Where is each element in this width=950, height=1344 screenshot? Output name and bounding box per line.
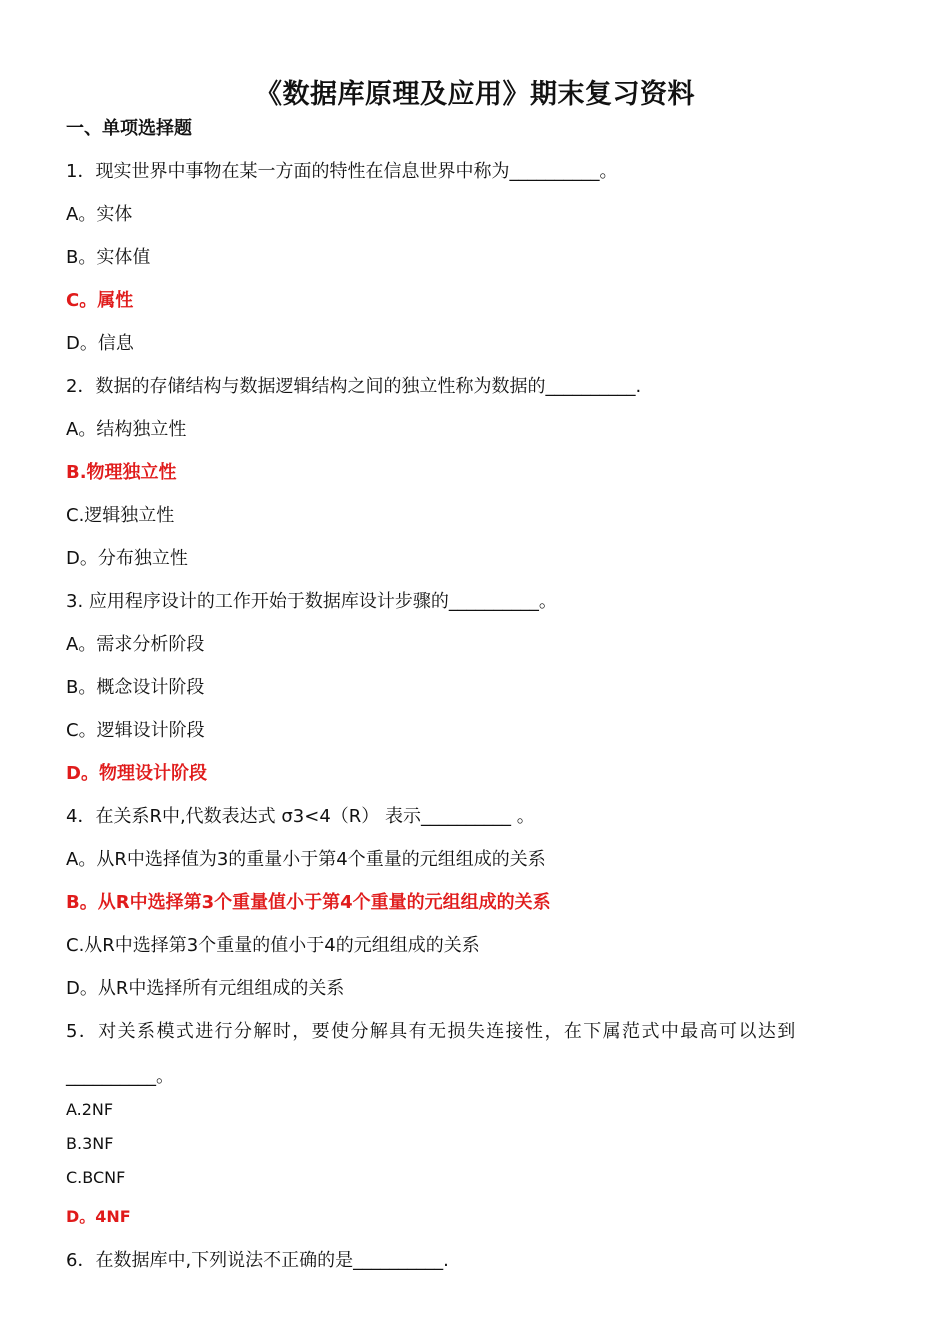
question-3-option-b: B。概念设计阶段 (66, 677, 205, 698)
question-5-option-b: B.3NF (66, 1134, 114, 1153)
question-5-option-a: A.2NF (66, 1100, 114, 1119)
question-4-option-d: D。从R中选择所有元组组成的关系 (66, 978, 345, 999)
question-4-option-b-answer: B。从R中选择第3个重量值小于第4个重量的元组组成的关系 (66, 892, 551, 913)
question-1-option-c-answer: C。属性 (66, 290, 134, 311)
question-2-stem: 2．数据的存储结构与数据逻辑结构之间的独立性称为数据的__________. (66, 376, 642, 397)
question-5-stem-line-1: 5．对关系模式进行分解时，要使分解具有无损失连接性，在下属范式中最高可以达到 (66, 1021, 797, 1042)
question-5-option-c: C.BCNF (66, 1168, 126, 1187)
question-4-stem: 4．在关系R中,代数表达式 σ3<4（R） 表示__________ 。 (66, 806, 535, 827)
document-title: 《数据库原理及应用》期末复习资料 (255, 79, 695, 110)
question-4-option-c: C.从R中选择第3个重量的值小于4的元组组成的关系 (66, 935, 480, 956)
question-5-stem-line-2: __________。 (66, 1066, 174, 1087)
question-2-option-d: D。分布独立性 (66, 548, 188, 569)
question-1-option-b: B。实体值 (66, 247, 151, 268)
question-3-option-c: C。逻辑设计阶段 (66, 720, 205, 741)
question-1-option-d: D。信息 (66, 333, 134, 354)
question-1-stem: 1．现实世界中事物在某一方面的特性在信息世界中称为__________。 (66, 161, 618, 182)
question-4-option-a: A。从R中选择值为3的重量小于第4个重量的元组组成的关系 (66, 849, 546, 870)
section-heading: 一、单项选择题 (66, 118, 192, 139)
question-3-option-d-answer: D。物理设计阶段 (66, 763, 207, 784)
question-2-option-c: C.逻辑独立性 (66, 505, 175, 526)
question-3-option-a: A。需求分析阶段 (66, 634, 205, 655)
question-6-stem: 6．在数据库中,下列说法不正确的是__________. (66, 1250, 449, 1271)
question-3-stem: 3. 应用程序设计的工作开始于数据库设计步骤的__________。 (66, 591, 557, 612)
question-5-option-d-answer: D。4NF (66, 1207, 131, 1226)
question-1-option-a: A。实体 (66, 204, 133, 225)
question-2-option-a: A。结构独立性 (66, 419, 187, 440)
question-2-option-b-answer: B.物理独立性 (66, 462, 177, 483)
